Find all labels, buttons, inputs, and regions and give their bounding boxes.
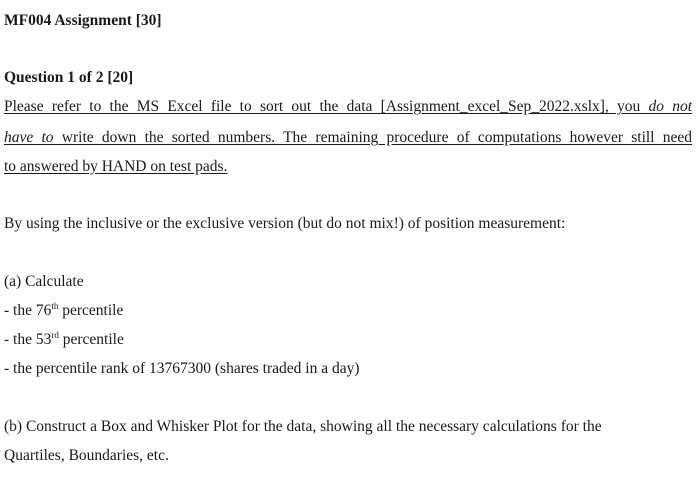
instructions-line-3: to answered by HAND on test pads. [4,158,228,175]
instructions-emphasis-have-to: have to [4,129,54,146]
assignment-title: MF004 Assignment [30] [4,12,162,29]
part-a-item-76th-percentile [4,301,123,321]
part-a-item2-pre: - the 53 [4,331,52,348]
question-heading: Question 1 of 2 [20] [4,69,134,86]
part-a-item2-suffix: rd [51,329,59,340]
part-b-line-1: (b) Construct a Box and Whisker Plot for the data, showing all the necessary calculations for the [4,418,602,435]
part-a-item1-post: percentile [58,302,124,319]
instructions-line-2 [4,128,692,148]
part-a-item1-pre: - the 76 [4,302,52,319]
instructions-line-2-text: write down the sorted numbers. The remaining procedure of computations however still need [53,129,692,146]
part-a-item1-suffix: th [51,300,59,311]
instructions-line-1-text: Please refer to the MS Excel file to sort out the data [Assignment_excel_Sep_2022.xslx], you [4,98,649,115]
part-a-heading: (a) Calculate [4,273,84,290]
part-a-item-percentile-rank: - the percentile rank of 13767300 (shares traded in a day) [4,360,360,377]
part-a-item2-post: percentile [58,331,124,348]
part-b-line-2: Quartiles, Boundaries, etc. [4,447,169,464]
instructions-line-1 [4,97,692,117]
part-a-item-53rd-percentile [4,330,124,350]
instructions-emphasis-do-not: do not [648,98,692,115]
method-note: By using the inclusive or the exclusive version (but do not mix!) of position measurement: [4,215,566,232]
